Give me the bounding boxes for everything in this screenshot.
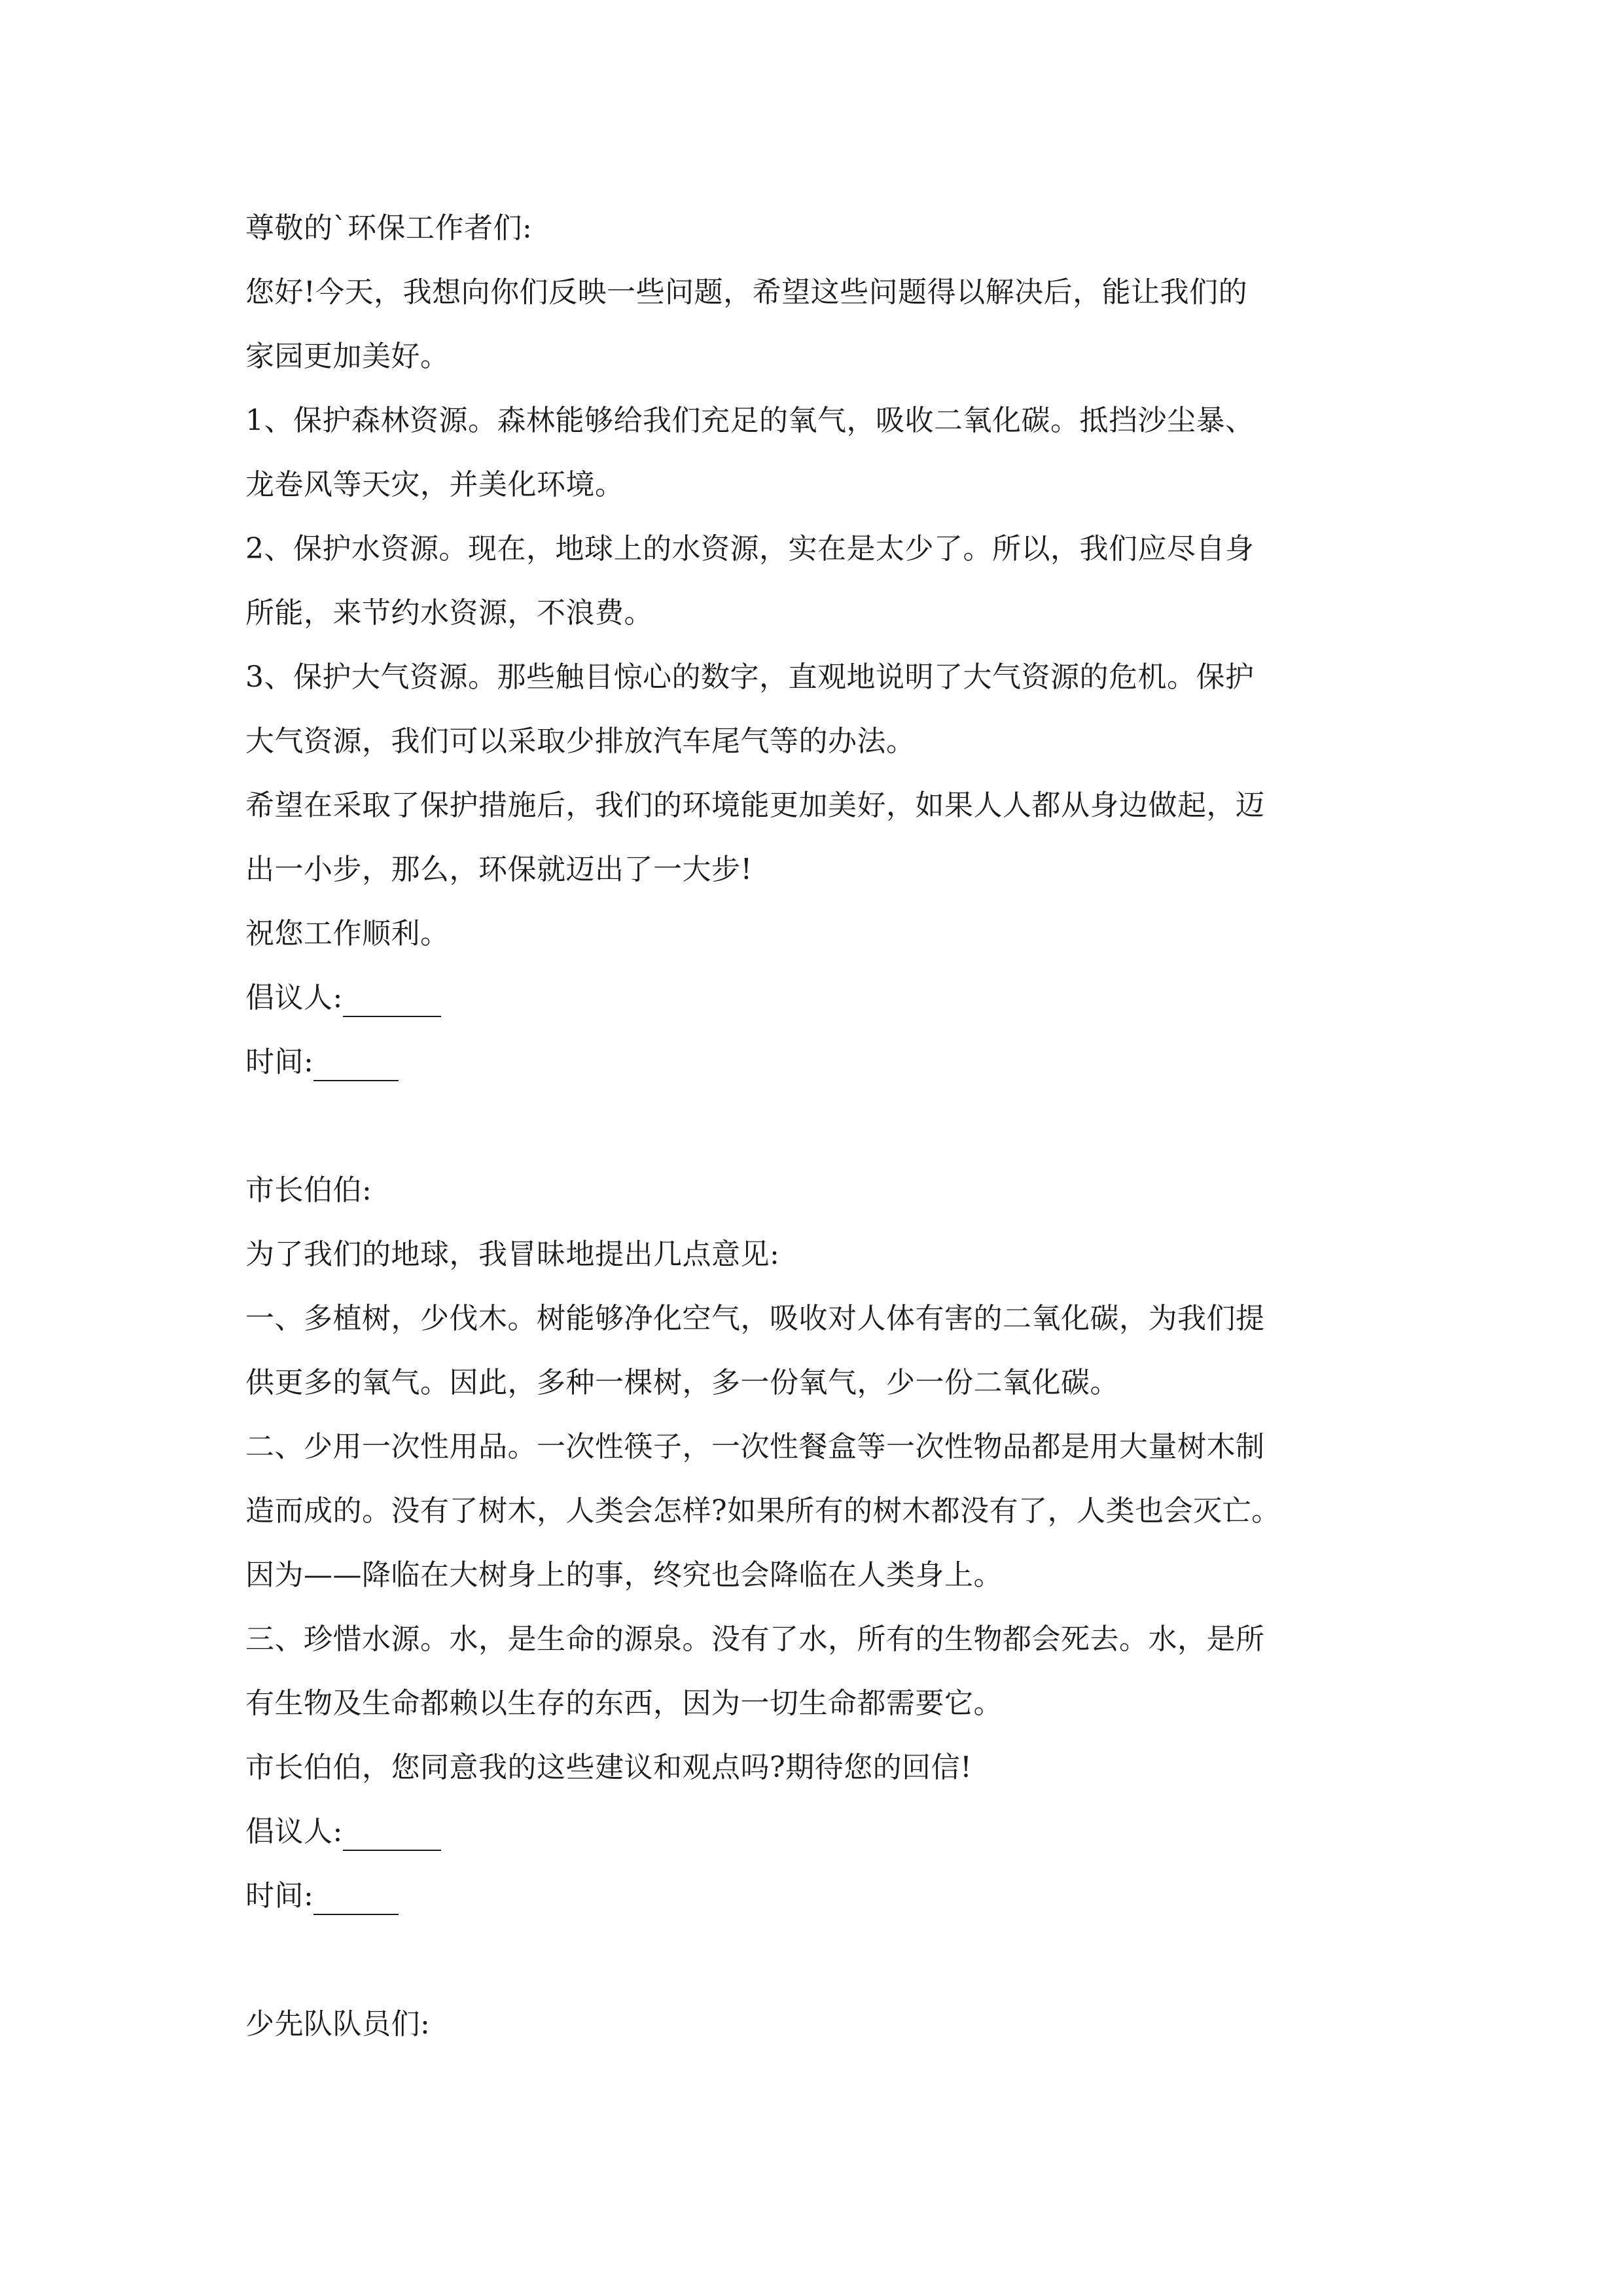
letter1-line: 出一小步，那么，环保就迈出了一大步! xyxy=(245,853,753,886)
letter1-line: 大气资源，我们可以采取少排放汽车尾气等的办法。 xyxy=(245,725,916,758)
proposer-blank xyxy=(343,983,441,1017)
proposer-label: 倡议人: xyxy=(245,1815,343,1848)
letter2-line: 供更多的氧气。因此，多种一棵树，多一份氧气，少一份二氧化碳。 xyxy=(245,1366,1119,1399)
letter2-line: 因为——降临在大树身上的事，终究也会降临在人类身上。 xyxy=(245,1558,1003,1592)
letter1-time xyxy=(245,1030,1397,1094)
letter1-line: 3、保护大气资源。那些触目惊心的数字，直观地说明了大气资源的危机。保护 xyxy=(245,660,1255,694)
letter2-line: 为了我们的地球，我冒昧地提出几点意见: xyxy=(245,1238,780,1271)
letter3-salutation: 少先队队员们: xyxy=(245,2007,431,2041)
letter1-line: 希望在采取了保护措施后，我们的环境能更加美好，如果人人都从身边做起，迈 xyxy=(245,789,1265,822)
letter1-line: 2、保护水资源。现在，地球上的水资源，实在是太少了。所以，我们应尽自身 xyxy=(245,532,1255,565)
time-blank xyxy=(313,1881,399,1915)
letter1-line: 您好!今天，我想向你们反映一些问题，希望这些问题得以解决后，能让我们的 xyxy=(245,276,1248,309)
letter1-line: 龙卷风等天灾，并美化环境。 xyxy=(245,468,624,501)
letter2-line: 三、珍惜水源。水，是生命的源泉。没有了水，所有的生物都会死去。水，是所 xyxy=(245,1623,1265,1656)
letter1-line: 1、保护森林资源。森林能够给我们充足的氧气，吸收二氧化碳。抵挡沙尘暴、 xyxy=(245,404,1255,437)
letter2-line: 二、少用一次性用品。一次性筷子，一次性餐盒等一次性物品都是用大量树木制 xyxy=(245,1430,1265,1463)
letter1-line: 家园更加美好。 xyxy=(245,340,450,373)
letter2-line: 市长伯伯，您同意我的这些建议和观点吗?期待您的回信! xyxy=(245,1751,972,1784)
proposer-blank xyxy=(343,1817,441,1851)
time-label: 时间: xyxy=(245,1045,314,1079)
letter1-proposer xyxy=(245,966,1397,1030)
time-label: 时间: xyxy=(245,1879,314,1912)
time-blank xyxy=(313,1047,399,1081)
proposer-label: 倡议人: xyxy=(245,981,343,1014)
letter2-line: 一、多植树，少伐木。树能够净化空气，吸收对人体有害的二氧化碳，为我们提 xyxy=(245,1302,1265,1335)
letter1-line: 所能，来节约水资源，不浪费。 xyxy=(245,596,653,630)
section-gap xyxy=(245,1928,1397,1992)
letter2-proposer xyxy=(245,1800,1397,1864)
document-body xyxy=(245,196,1397,2056)
letter2-line: 造而成的。没有了树木，人类会怎样?如果所有的树木都没有了，人类也会灭亡。 xyxy=(245,1494,1281,1528)
letter1-salutation: 尊敬的`环保工作者们: xyxy=(245,211,533,245)
letter2-line: 有生物及生命都赖以生存的东西，因为一切生命都需要它。 xyxy=(245,1687,1003,1720)
letter2-salutation: 市长伯伯: xyxy=(245,1174,372,1207)
letter1-line: 祝您工作顺利。 xyxy=(245,917,450,950)
section-gap xyxy=(245,1094,1397,1158)
letter2-time xyxy=(245,1864,1397,1928)
